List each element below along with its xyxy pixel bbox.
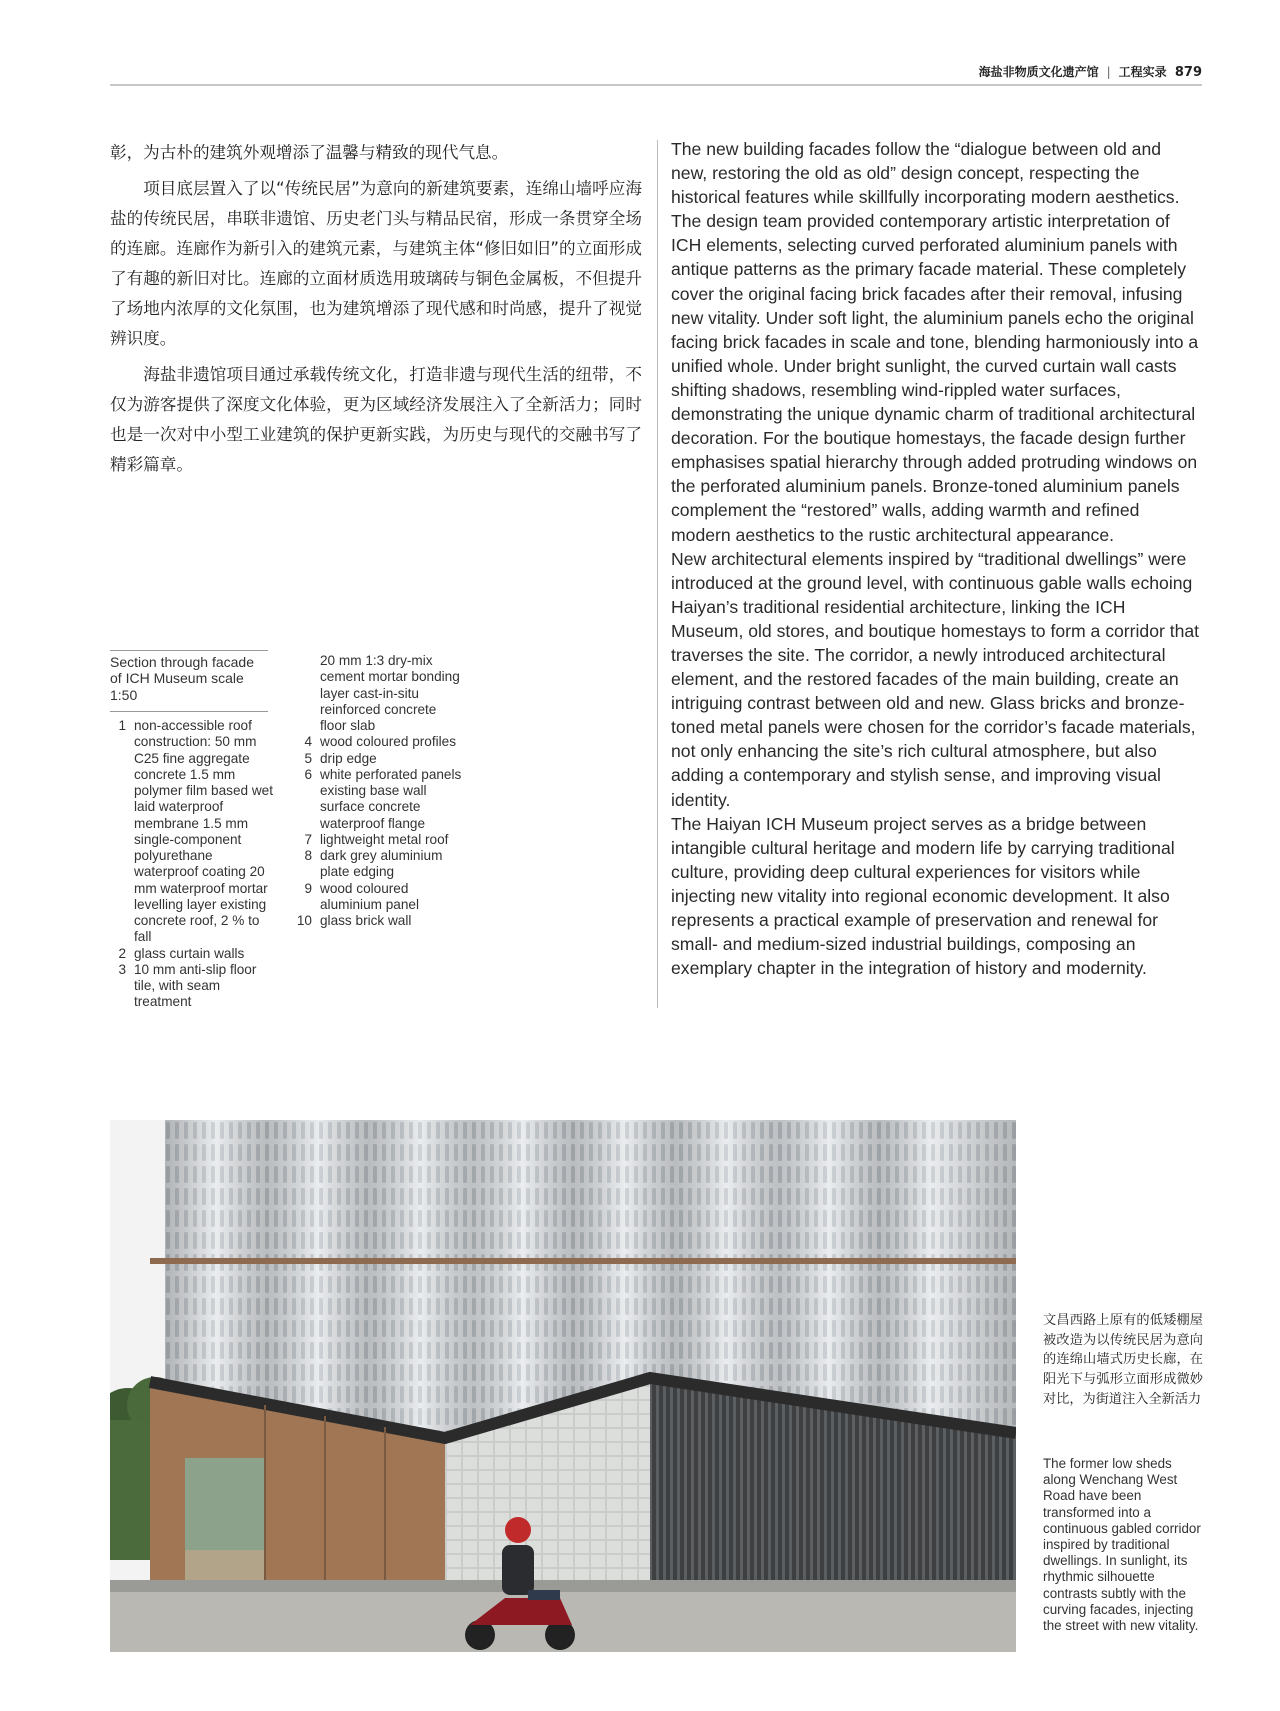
running-header-section: 工程实录 <box>1118 65 1167 79</box>
page-number: 879 <box>1174 65 1202 80</box>
chinese-text-column <box>110 138 642 486</box>
legend-list-col1 <box>110 718 275 1011</box>
en-paragraph-2: New architectural elements inspired by “traditional dwellings” were introduced at the ground level, with continuous gable walls echoing Haiyan’s traditional residential architecture, linking the ICH Museum, old stores, and boutique homestays to form a corridor that traverses the site. The corridor, a newly introduced architectural element, and the restored facades of the main building, create an intriguing contrast between old and new. Glass bricks and bronze-toned metal panels were chosen for the corridor’s facade materials, not only enhancing the site’s rich cultural atmosphere, but also adding a contemporary and stylish sense, and improving visual identity. <box>671 548 1200 810</box>
running-header <box>979 63 1202 80</box>
legend-item: 9 wood coloured aluminium panel <box>304 880 419 912</box>
header-rule <box>110 84 1202 86</box>
legend-item: 5 drip edge <box>304 750 377 766</box>
legend-item: 2 glass curtain walls <box>118 945 245 961</box>
legend-item: 1 non-accessible roof construction: 50 mm C25 fine aggregate concrete 1.5 mm polymer film based wet laid waterproof membrane 1.5 mm single-component polyurethane waterproof coating 20 mm waterproof mortar levelling layer existing concrete roof, 2 % to fall <box>118 718 274 945</box>
column-divider <box>657 140 658 1008</box>
legend-item: 8 dark grey aluminium plate edging <box>304 848 443 880</box>
curb <box>110 1580 1016 1592</box>
legend-item: 20 mm 1:3 dry-mix cement mortar bonding layer cast-in-situ reinforced concrete floor slab <box>320 653 460 733</box>
page-header <box>110 55 1202 85</box>
facade-band <box>150 1258 1016 1264</box>
cn-paragraph-3: 海盐非遗馆项目通过承载传统文化，打造非遗与现代生活的纽带，不仅为游客提供了深度文化体验，更为区域经济发展注入了全新活力；同时也是一次对中小型工业建筑的保护更新实践，为历史与现代的交融书写了精彩篇章。 <box>110 365 642 474</box>
english-text-column <box>671 137 1202 980</box>
header-separator: | <box>1106 65 1111 79</box>
legend-item: 10 glass brick wall <box>296 913 412 928</box>
photo-caption-chinese: 文昌西路上原有的低矮棚屋被改造为以传统民居为意向的连绵山墙式历史长廊，在阳光下与弧形立面形成微妙对比，为街道注入全新活力 <box>1043 1313 1203 1407</box>
cn-paragraph-2: 项目底层置入了以“传统民居”为意向的新建筑要素，连绵山墙呼应海盐的传统民居，串联非遗馆、历史老门头与精品民宿，形成一条贯穿全场的连廊。连廊作为新引入的建筑元素，与建筑主体“修旧如旧”的立面形成了有趣的新旧对比。连廊的立面材质选用玻璃砖与铜色金属板，不但提升了场地内浓厚的文化氛围，也为建筑增添了现代感和时尚感，提升了视觉辨识度。 <box>110 179 642 348</box>
legend-item: 6 white perforated panels existing base wall surface concrete waterproof flange <box>304 766 462 831</box>
legend-item: 4 wood coloured profiles <box>304 734 457 750</box>
en-paragraph-1: The new building facades follow the “dialogue between old and new, restoring the old as old” design concept, respecting the historical features while skillfully incorporating modern aesthetics. The design team provided contemporary artistic interpretation of ICH elements, selecting curved perforated aluminium panels with antique patterns as the primary facade material. These completely cover the original facing brick facades after their removal, infusing new vitality. Under soft light, the aluminium panels echo the original facing brick facades in scale and tone, blending harmoniously into a unified whole. Under bright sunlight, the curved curtain wall casts shifting shadows, resembling wind-rippled water surfaces, demonstrating the unique dynamic charm of traditional architectural decoration. For the boutique homestays, the facade design further emphasises spatial hierarchy through added protruding windows on the perforated aluminium panels. Bronze-toned aluminium panels complement the “restored” walls, adding warmth and refined modern aesthetics to the rustic architectural appearance. <box>671 139 1199 545</box>
legend-item: 3 10 mm anti-slip floor tile, with seam treatment <box>118 961 257 1010</box>
legend-item: 7 lightweight metal roof <box>304 831 449 847</box>
building-photo <box>110 1120 1016 1652</box>
running-header-title: 海盐非物质文化遗产馆 <box>978 65 1099 79</box>
legend-list-col2 <box>296 653 466 929</box>
cn-paragraph-1: 彰，为古朴的建筑外观增添了温馨与精致的现代气息。 <box>110 143 509 162</box>
building-photo-illustration <box>110 1120 1016 1652</box>
photo-caption-english: The former low sheds along Wenchang West Road have been transformed into a continuous gabled corridor inspired by traditional dwellings. In sunlight, its rhythmic silhouette contrasts subtly with the curving facades, injecting the street with new vitality. <box>1043 1456 1201 1634</box>
en-paragraph-3: The Haiyan ICH Museum project serves as a bridge between intangible cultural heritage and modern life by carrying traditional culture, providing deep cultural experiences for visitors while injecting new vitality into regional economic development. It also represents a practical example of preservation and renewal for small- and medium-sized industrial buildings, composing an exemplary chapter in the integration of history and modernity. <box>671 813 1175 979</box>
legend-title: Section through facade of ICH Museum scale 1:50 <box>110 650 268 712</box>
